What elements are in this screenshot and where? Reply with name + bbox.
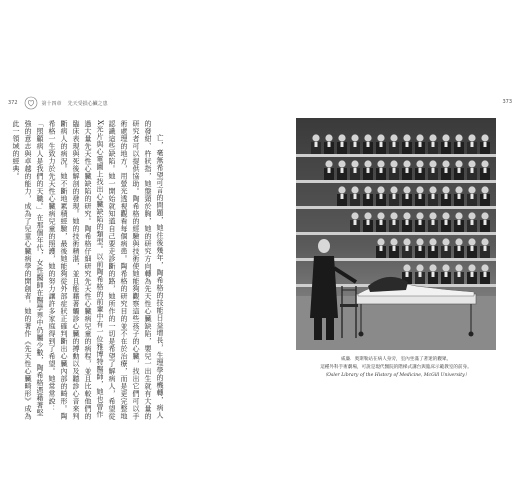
audience-member xyxy=(467,134,477,154)
audience-member xyxy=(389,134,399,154)
audience-member xyxy=(350,134,360,154)
chapter-number: 第十四章 xyxy=(41,100,62,107)
audience-member xyxy=(376,160,386,180)
caption-line-2: 這種外科手術劇場，可說是現代醫院的階梯式講台與臨床示範教室的前身。 xyxy=(320,365,472,370)
audience-member xyxy=(402,160,412,180)
audience-member xyxy=(415,160,425,180)
audience-member xyxy=(389,238,399,258)
left-page-body xyxy=(10,120,255,420)
heart-emblem-icon xyxy=(24,96,38,110)
theatre-tier-rail xyxy=(296,154,496,157)
audience-member xyxy=(337,160,347,180)
audience-member xyxy=(467,264,477,284)
audience-member xyxy=(337,134,347,154)
audience-member xyxy=(428,160,438,180)
audience-member xyxy=(415,212,425,232)
audience-member xyxy=(428,212,438,232)
audience-member xyxy=(415,238,425,258)
audience-member xyxy=(389,186,399,206)
audience-member xyxy=(467,186,477,206)
audience-member xyxy=(350,212,360,232)
audience-member xyxy=(415,134,425,154)
audience-member xyxy=(467,160,477,180)
audience-member xyxy=(441,212,451,232)
audience-member xyxy=(428,264,438,284)
theatre-tier-rail xyxy=(296,180,496,183)
audience-member xyxy=(454,212,464,232)
audience-member xyxy=(428,238,438,258)
audience-member xyxy=(454,238,464,258)
audience-member xyxy=(363,186,373,206)
audience-member xyxy=(402,134,412,154)
surgical-theatre-photo xyxy=(296,118,496,350)
audience-member xyxy=(441,160,451,180)
chapter-title: 先天受損心臟之患 xyxy=(67,100,108,107)
audience-member xyxy=(480,134,490,154)
audience-member xyxy=(441,238,451,258)
audience-member xyxy=(480,212,490,232)
audience-member xyxy=(376,186,386,206)
audience-member xyxy=(441,134,451,154)
audience-member xyxy=(454,134,464,154)
audience-member xyxy=(415,264,425,284)
audience-member xyxy=(428,134,438,154)
left-page-number: 372 xyxy=(8,100,18,106)
photo-caption xyxy=(296,356,496,380)
audience-member xyxy=(363,212,373,232)
audience-member xyxy=(402,186,412,206)
audience-member xyxy=(324,160,334,180)
audience-member xyxy=(376,238,386,258)
audience-member xyxy=(363,160,373,180)
audience-member xyxy=(389,212,399,232)
audience-member xyxy=(428,186,438,206)
body-text-column xyxy=(10,120,166,420)
audience-member xyxy=(454,186,464,206)
audience-member xyxy=(324,134,334,154)
audience-member xyxy=(467,212,477,232)
audience-member xyxy=(480,186,490,206)
audience-member xyxy=(467,238,477,258)
body-paragraph: 亡，毫無希望可言的問題，她往後幾年，陶希格的技能日益增長，生理學的機轉，病人的發紺、杵狀指，她盤頸於胸，她的研究方向轉為先天性心臟缺陷，嬰兒一出生就有大量的研究者可以提供協助。陶希格的經驗與技術使她能夠觀察這些孩子的心臟，找出它們可以手術處理的地方，用螢光透視觀看每個病患。陶希格的研究目的並不在於治療，而是更完整地認識這些缺陷。她一開始就知道自己要走診斷的路，她所作的一切是希望了解病人，希望從X光片與心電圖上找出心臟缺陷的類型。以前陶希格的前輩中有一位雅博特醫師，她也曾作過大量先天性心臟缺陷的研究。陶希格仔細研究先天性心臟病兒童的病程，並且比較他們的臨床表現與死後解剖的發現。她的技術精湛，並且能藉著觸診心臟的搏動以及聽診心音來判斷病人的病況。她不斷地累積經驗，最後她能夠從外部症狀正確判斷出心臟內部的畸形。陶希格一生致力於先天性心臟病兒童的照護，她的努力讓許多家庭得到了希望。她常常說：「照顧病人是我們的天職。」在那個年代，女性醫師在醫學界中仍屬少數，陶希格憑藉著堅強的意志與卓越的能力，成為了兒童心臟病學的開創者。她的著作《先天性心臟畸形》成為此一領域的經典。 xyxy=(12,120,164,420)
audience-member xyxy=(350,186,360,206)
audience-member xyxy=(350,160,360,180)
audience-member xyxy=(363,134,373,154)
audience-member xyxy=(441,186,451,206)
audience-member xyxy=(480,264,490,284)
audience-member xyxy=(415,186,425,206)
right-page-number: 373 xyxy=(502,99,512,105)
audience-member xyxy=(376,212,386,232)
audience-member xyxy=(389,160,399,180)
audience-member xyxy=(376,134,386,154)
audience-member xyxy=(454,160,464,180)
caption-credit: （Osler Library of the History of Medicine, McGill University） xyxy=(322,373,470,378)
audience-member xyxy=(454,264,464,284)
left-running-header xyxy=(8,95,108,111)
theatre-tier-rail xyxy=(296,206,496,209)
audience-member xyxy=(480,160,490,180)
audience-member xyxy=(402,238,412,258)
caption-line-1: 威廉．奧斯勒站在病人身旁，室內坐滿了著迷的觀眾。 xyxy=(340,357,452,362)
audience-member xyxy=(311,134,321,154)
audience-member xyxy=(402,212,412,232)
theatre-tier-rail xyxy=(296,232,496,235)
audience-member xyxy=(480,238,490,258)
audience-member xyxy=(337,186,347,206)
audience-member xyxy=(441,264,451,284)
historical-photo xyxy=(296,118,496,350)
